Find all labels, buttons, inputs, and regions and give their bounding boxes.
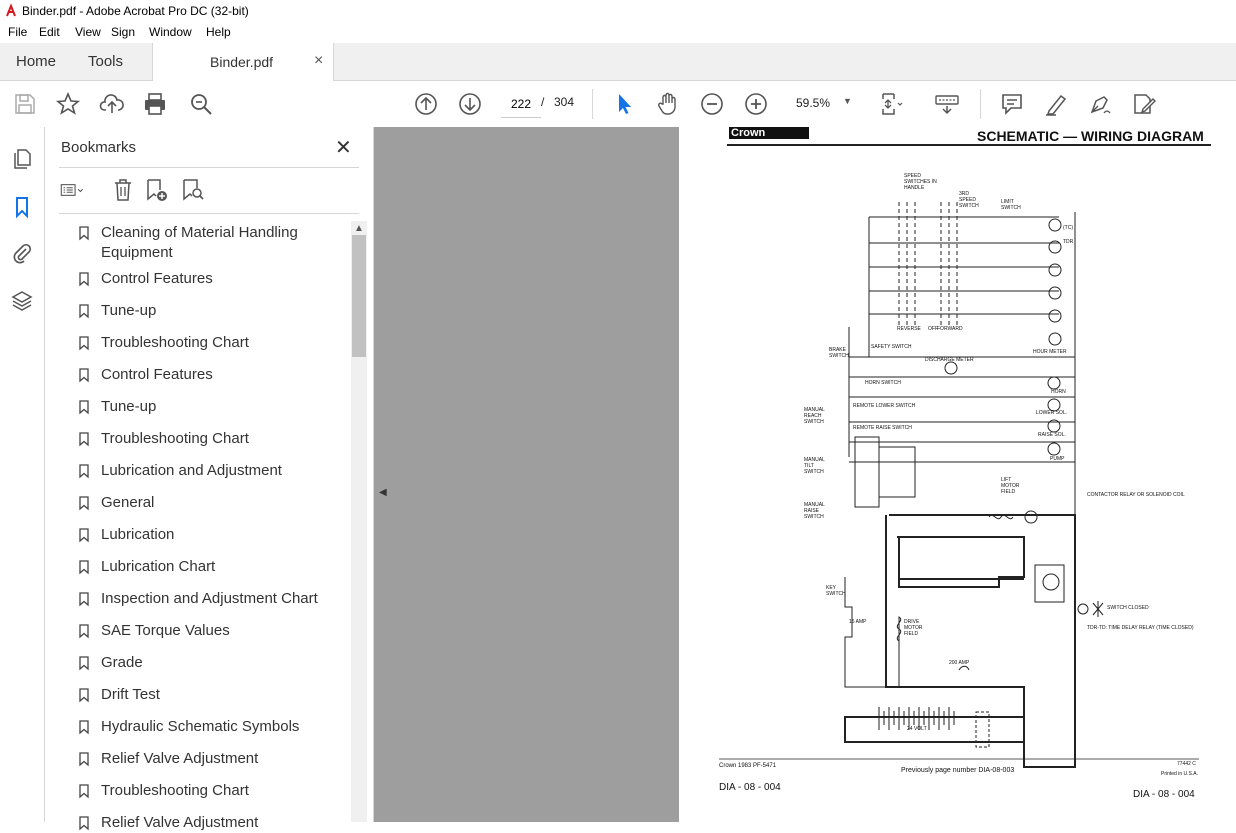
- page-thumbnails-icon[interactable]: [10, 147, 34, 171]
- close-tab-button[interactable]: ×: [314, 52, 324, 69]
- bookmark-label: Relief Valve Adjustment: [101, 750, 259, 767]
- reverse-label: REVERSE: [897, 326, 921, 332]
- menu-help[interactable]: Help: [206, 25, 231, 39]
- options-list-icon[interactable]: [59, 177, 85, 203]
- page-separator: /: [541, 95, 545, 109]
- window-title: Binder.pdf - Adobe Acrobat Pro DC (32-bit): [22, 4, 249, 18]
- bookmark-label: Troubleshooting Chart: [101, 334, 249, 351]
- title-bar: [0, 0, 1236, 22]
- pump-label: PUMP: [1050, 456, 1065, 462]
- bookmark-icon: [79, 304, 89, 318]
- bookmark-icon: [79, 464, 89, 478]
- legend-tdr: TDR-TD: TIME DELAY RELAY (TIME CLOSED): [1087, 625, 1194, 631]
- horn-switch-label: HORN SWITCH: [865, 380, 901, 386]
- bookmark-icon: [79, 624, 89, 638]
- bookmarks-panel: [45, 127, 374, 831]
- page-display-icon[interactable]: [878, 91, 904, 117]
- manual-raise-label: MANUAL RAISE SWITCH: [804, 502, 825, 520]
- menu-bar: [0, 22, 1236, 43]
- bookmark-icon: [79, 272, 89, 286]
- zoom-in-icon[interactable]: [743, 91, 769, 117]
- bookmark-icon: [79, 400, 89, 414]
- bookmark-panel-icon[interactable]: [10, 195, 34, 219]
- keyboard-scroll-icon[interactable]: [934, 91, 960, 117]
- manual-reach-label: MANUAL REACH SWITCH: [804, 407, 825, 425]
- pdf-page: [679, 127, 1236, 822]
- divider: [59, 167, 359, 168]
- toolbar-divider: [980, 89, 981, 119]
- dia-code-right: DIA - 08 - 004: [1133, 789, 1195, 800]
- drive-motor-label: DRIVE MOTOR FIELD: [904, 619, 923, 637]
- key-switch-label: KEY SWITCH: [826, 585, 846, 597]
- layers-icon[interactable]: [10, 289, 34, 313]
- bookmark-label: Troubleshooting Chart: [101, 782, 249, 799]
- divider: [59, 213, 359, 214]
- toolbar: [0, 81, 1236, 128]
- limit-switch-label: LIMIT SWITCH: [1001, 199, 1021, 211]
- bookmark-icon: [79, 336, 89, 350]
- navigation-rail: [0, 127, 45, 822]
- new-bookmark-icon[interactable]: [144, 177, 170, 203]
- bookmark-icon: [79, 816, 89, 830]
- fuse-label: 15 AMP: [849, 619, 867, 625]
- discharge-meter-label: DISCHARGE METER: [925, 357, 974, 363]
- save-icon[interactable]: [12, 91, 38, 117]
- printed-label: Printed in U.S.A.: [1161, 771, 1198, 777]
- bookmark-label: Lubrication and Adjustment: [101, 462, 282, 479]
- bookmark-icon: [79, 752, 89, 766]
- tab-home[interactable]: Home: [16, 53, 57, 70]
- bookmark-icon: [79, 528, 89, 542]
- tdr-label: TDR: [1063, 239, 1074, 245]
- bookmark-icon: [79, 784, 89, 798]
- bookmark-label: Hydraulic Schematic Symbols: [101, 718, 300, 735]
- bookmark-label: Inspection and Adjustment Chart: [101, 590, 318, 607]
- fuse-200-label: 200 AMP: [949, 660, 970, 666]
- lift-motor-label: LIFT MOTOR FIELD: [1001, 477, 1020, 495]
- tab-document[interactable]: [152, 43, 334, 81]
- bookmark-label: General: [101, 494, 155, 511]
- menu-sign[interactable]: Sign: [111, 25, 136, 39]
- sign-pen-icon[interactable]: [1087, 91, 1113, 117]
- brake-switch-label: BRAKE SWITCH: [829, 347, 849, 359]
- remote-lower-label: REMOTE LOWER SWITCH: [853, 403, 916, 409]
- manual-tilt-label: MANUAL TILT SWITCH: [804, 457, 825, 475]
- bookmark-search-icon[interactable]: [180, 177, 206, 203]
- safety-switch-label: SAFETY SWITCH: [871, 344, 912, 350]
- scroll-up-icon[interactable]: ▲: [354, 223, 364, 234]
- forward-label: FORWARD: [937, 326, 963, 332]
- next-page-icon[interactable]: [457, 91, 483, 117]
- bookmark-label: Tune-up: [101, 302, 157, 319]
- upload-icon[interactable]: [99, 91, 125, 117]
- hour-meter-label: HOUR METER: [1033, 349, 1067, 355]
- bookmark-icon: [79, 496, 89, 510]
- tc-label: (TC): [1063, 225, 1073, 231]
- bookmark-icon: [79, 592, 89, 606]
- menu-edit[interactable]: Edit: [39, 25, 60, 39]
- bookmark-label: Lubrication: [101, 526, 175, 543]
- copyright-label: Crown 1983 PF-5471: [719, 763, 777, 769]
- bookmark-label: Troubleshooting Chart: [101, 430, 249, 447]
- remote-raise-label: REMOTE RAISE SWITCH: [853, 425, 912, 431]
- wiring-schematic: [679, 127, 1236, 822]
- third-speed-label: 3RD SPEED SWITCH: [959, 191, 979, 209]
- zoom-level-value: 59.5%: [796, 96, 831, 110]
- bookmark-label: Drift Test: [101, 686, 160, 703]
- edit-pdf-icon[interactable]: [1131, 91, 1157, 117]
- bookmark-icon: [79, 656, 89, 670]
- bookmark-label: Relief Valve Adjustment: [101, 814, 259, 831]
- speed-switches-label: SPEED SWITCHES IN HANDLE: [904, 173, 937, 191]
- bookmark-label: SAE Torque Values: [101, 622, 230, 639]
- bookmarks-title: Bookmarks: [61, 139, 137, 156]
- bookmark-label: Tune-up: [101, 398, 157, 415]
- scroll-thumb[interactable]: [352, 235, 366, 357]
- hand-tool-icon[interactable]: [655, 91, 681, 117]
- menu-file[interactable]: File: [8, 25, 28, 39]
- zoom-search-icon[interactable]: [188, 91, 214, 117]
- menu-view[interactable]: View: [75, 25, 101, 39]
- delete-bookmark-icon[interactable]: [110, 177, 136, 203]
- crown-logo: Crown: [731, 127, 766, 139]
- attachments-icon[interactable]: [10, 241, 34, 265]
- legend-coil: CONTACTOR RELAY OR SOLENOID COIL: [1087, 492, 1185, 498]
- bookmark-icon: [79, 368, 89, 382]
- toolbar-divider: [592, 89, 593, 119]
- zoom-out-icon[interactable]: [699, 91, 725, 117]
- bookmark-label: Control Features: [101, 270, 213, 287]
- star-icon[interactable]: [55, 91, 81, 117]
- print-icon[interactable]: [142, 91, 168, 117]
- tab-tools[interactable]: Tools: [88, 53, 124, 70]
- zoom-level-dropdown[interactable]: [786, 91, 858, 115]
- document-viewport[interactable]: [374, 127, 1236, 822]
- scrollbar[interactable]: [351, 221, 367, 822]
- bookmark-label: Lubrication Chart: [101, 558, 216, 575]
- close-panel-button[interactable]: ✕: [335, 137, 352, 159]
- previous-page-icon[interactable]: [413, 91, 439, 117]
- horn-label: HORN: [1051, 389, 1066, 395]
- bookmark-label: Grade: [101, 654, 143, 671]
- chevron-down-icon: ▼: [843, 96, 852, 106]
- bookmark-icon: [79, 720, 89, 734]
- bookmark-icon: [79, 560, 89, 574]
- bookmark-label: Control Features: [101, 366, 213, 383]
- raise-sol-label: RAISE SOL.: [1038, 432, 1066, 438]
- bookmark-label: Cleaning of Material Handling Equipment: [101, 224, 298, 261]
- total-pages: 304: [554, 95, 575, 109]
- previous-page-label: Previously page number DIA-08-003: [901, 767, 1015, 774]
- off-label: OFF: [928, 326, 938, 332]
- bookmark-icon: [79, 688, 89, 702]
- highlight-pen-icon[interactable]: [1043, 91, 1069, 117]
- page-number-input[interactable]: [501, 91, 541, 118]
- collapse-panel-icon[interactable]: ◀: [379, 487, 387, 498]
- bookmark-icon: [79, 432, 89, 446]
- voltage-label: 24 VOLT: [907, 726, 927, 732]
- select-cursor-icon[interactable]: [611, 91, 637, 117]
- comment-icon[interactable]: [999, 91, 1025, 117]
- menu-window[interactable]: Window: [149, 25, 192, 39]
- dia-code-left: DIA - 08 - 004: [719, 782, 781, 793]
- acrobat-icon: [5, 4, 17, 18]
- lower-sol-label: LOWER SOL.: [1036, 410, 1068, 416]
- bookmarks-list: [45, 219, 351, 831]
- bookmark-icon: [79, 226, 89, 240]
- legend-switch: SWITCH CLOSED: [1107, 605, 1149, 611]
- schematic-heading: SCHEMATIC — WIRING DIAGRAM: [977, 128, 1204, 144]
- document-tab-label: Binder.pdf: [210, 54, 274, 70]
- figure-code: 77442 C: [1177, 761, 1196, 767]
